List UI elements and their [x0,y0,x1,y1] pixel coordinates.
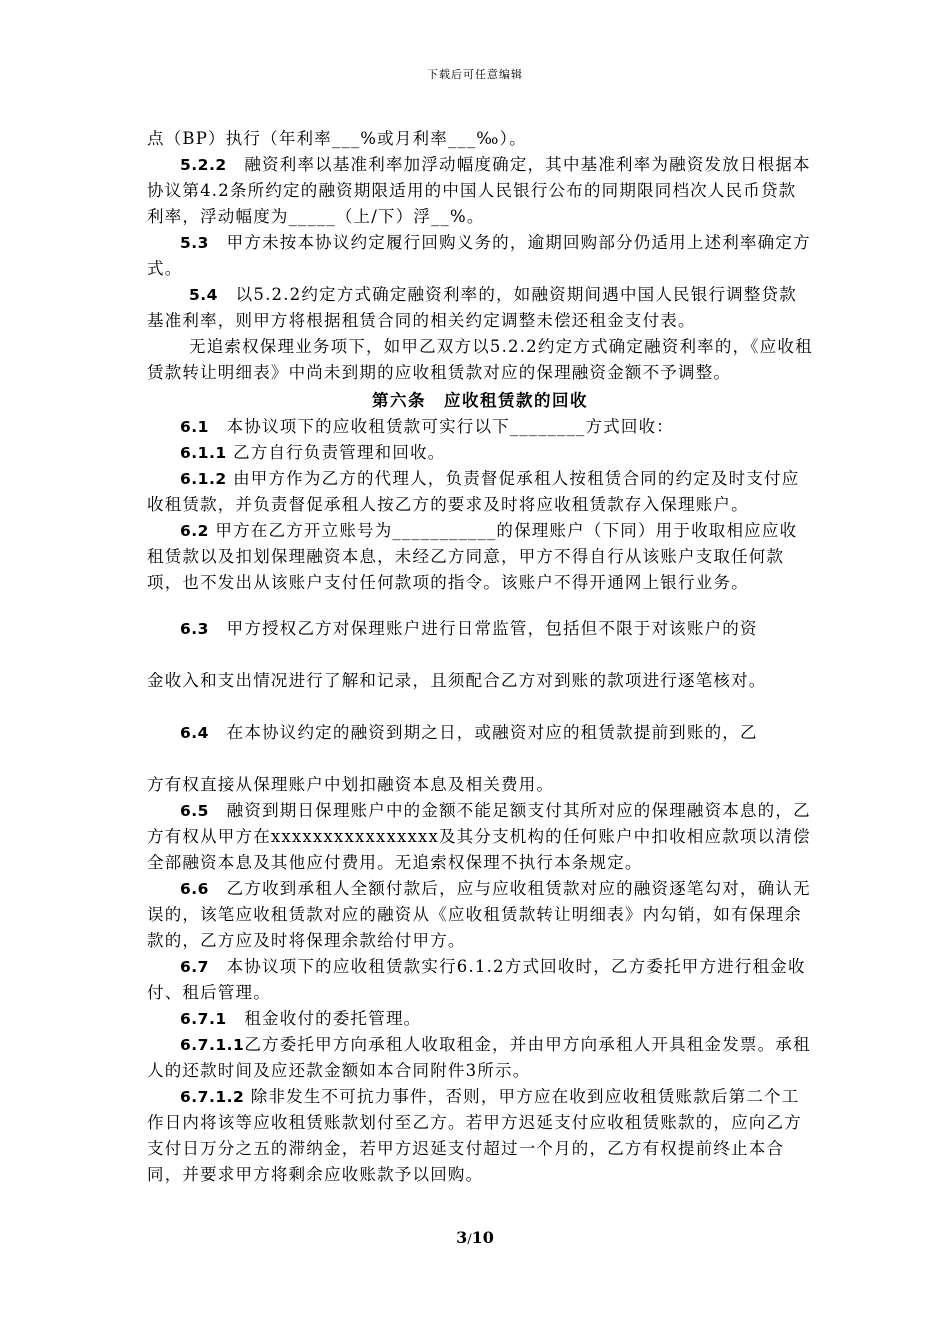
total-pages: 10 [471,1228,494,1247]
clause-number: 6.7.1 [180,1010,227,1028]
current-page: 3 [456,1228,468,1247]
clause-6-7: 6.7 本协议项下的应收租赁款实行6.1.2方式回收时，乙方委托甲方进行租金收付、租后管理。 [147,957,806,1002]
clause-number: 5.4 [189,286,218,304]
clause-6-6: 6.6 乙方收到承租人全额付款后，应与应收租赁款对应的融资逐笔勾对，确认无误的，该笔应收租赁款对应的融资从《应收租赁款转让明细表》内勾销，如有保理余款的，乙方应及时将保理余款给付甲方。 [147,879,811,950]
paragraph: 金收入和支出情况进行了解和记录，且须配合乙方对到账的款项进行逐笔核对。 [147,671,767,690]
clause-6-1-2: 6.1.2 由甲方作为乙方的代理人，负责督促承租人按租赁合同的约定及时支付应收租赁款，并负责督促承租人按乙方的要求及时将应收租赁款存入保理账户。 [147,469,800,514]
clause-number: 6.3 [180,620,209,638]
clause-6-1: 6.1 本协议项下的应收租赁款可实行以下________方式回收： [180,417,674,436]
document-body [147,126,813,1188]
clause-6-2: 6.2 甲方在乙方开立账号为___________的保理账户（下同）用于收取相应应收租赁款以及扣划保理融资本息，未经乙方同意，甲方不得自行从该账户支取任何款项，也不发出从该账户支付任何款项的指令。该账户不得开通网上银行业务。 [147,521,798,592]
clause-6-7-1: 6.7.1 租金收付的委托管理。 [180,1009,422,1028]
clause-5-2-2: 5.2.2 融资利率以基准利率加浮动幅度确定，其中基准利率为融资发放日根据本协议第4.2条所约定的融资期限适用的中国人民银行公布的同期限同档次人民币贷款利率，浮动幅度为_____（上/下）浮__%。 [147,155,811,226]
page-header: 下载后可任意编辑 [427,68,523,81]
clause-number: 6.2 [180,522,209,540]
clause-6-4: 6.4 在本协议约定的融资到期之日，或融资对应的租赁款提前到账的，乙 [180,723,758,742]
clause-number: 5.3 [180,234,209,252]
paragraph: 方有权直接从保理账户中划扣融资本息及相关费用。 [147,775,555,794]
clause-number: 6.7.1.2 [180,1088,245,1106]
clause-number: 6.1.2 [180,470,227,488]
clause-number: 6.1.1 [180,444,227,462]
page-number [0,1228,950,1247]
clause-number: 6.1 [180,418,209,436]
paragraph: 点（BP）执行（年利率___%或月利率___‰）。 [147,129,527,148]
section-heading: 第六条 应收租赁款的回收 [372,391,588,410]
clause-6-7-1-2: 6.7.1.2 除非发生不可抗力事件，否则，甲方应在收到应收租赁账款后第二个工作日内将该等应收租赁账款划付至乙方。若甲方迟延支付应收租赁账款的，应向乙方支付日万分之五的滞纳金，若甲方迟延支付超过一个月的，乙方有权提前终止本合同，并要求甲方将剩余应收账款予以回购。 [147,1087,802,1184]
paragraph: 无追索权保理业务项下，如甲乙双方以5.2.2约定方式确定融资利率的，《应收租赁款转让明细表》中尚未到期的应收租赁款对应的保理融资金额不予调整。 [147,337,813,382]
clause-number: 6.4 [180,724,209,742]
clause-6-3: 6.3 甲方授权乙方对保理账户进行日常监管，包括但不限于对该账户的资 [180,619,758,638]
clause-number: 5.2.2 [180,156,227,174]
clause-number: 6.6 [180,880,209,898]
clause-number: 6.7 [180,958,209,976]
clause-5-3: 5.3 甲方未按本协议约定履行回购义务的，逾期回购部分仍适用上述利率确定方式。 [147,233,811,278]
clause-number: 6.7.1.1 [180,1036,245,1054]
page-separator: / [467,1232,472,1247]
clause-6-7-1-1: 6.7.1.1乙方委托甲方向承租人收取租金，并由甲方向承租人开具租金发票。承租人的还款时间及应还款金额如本合同附件3所示。 [147,1035,811,1080]
clause-number: 6.5 [180,802,209,820]
clause-6-1-1: 6.1.1 乙方自行负责管理和回收。 [180,443,446,462]
clause-5-4: 5.4 以5.2.2约定方式确定融资利率的，如融资期间遇中国人民银行调整贷款基准利率，则甲方将根据租赁合同的相关约定调整未偿还租金支付表。 [147,285,797,330]
clause-6-5: 6.5 融资到期日保理账户中的金额不能足额支付其所对应的保理融资本息的，乙方有权从甲方在xxxxxxxxxxxxxxxx及其分支机构的任何账户中扣收相应款项以清偿全部融资本息及其他应付费用。无追索权保理不执行本条规定。 [147,801,811,872]
